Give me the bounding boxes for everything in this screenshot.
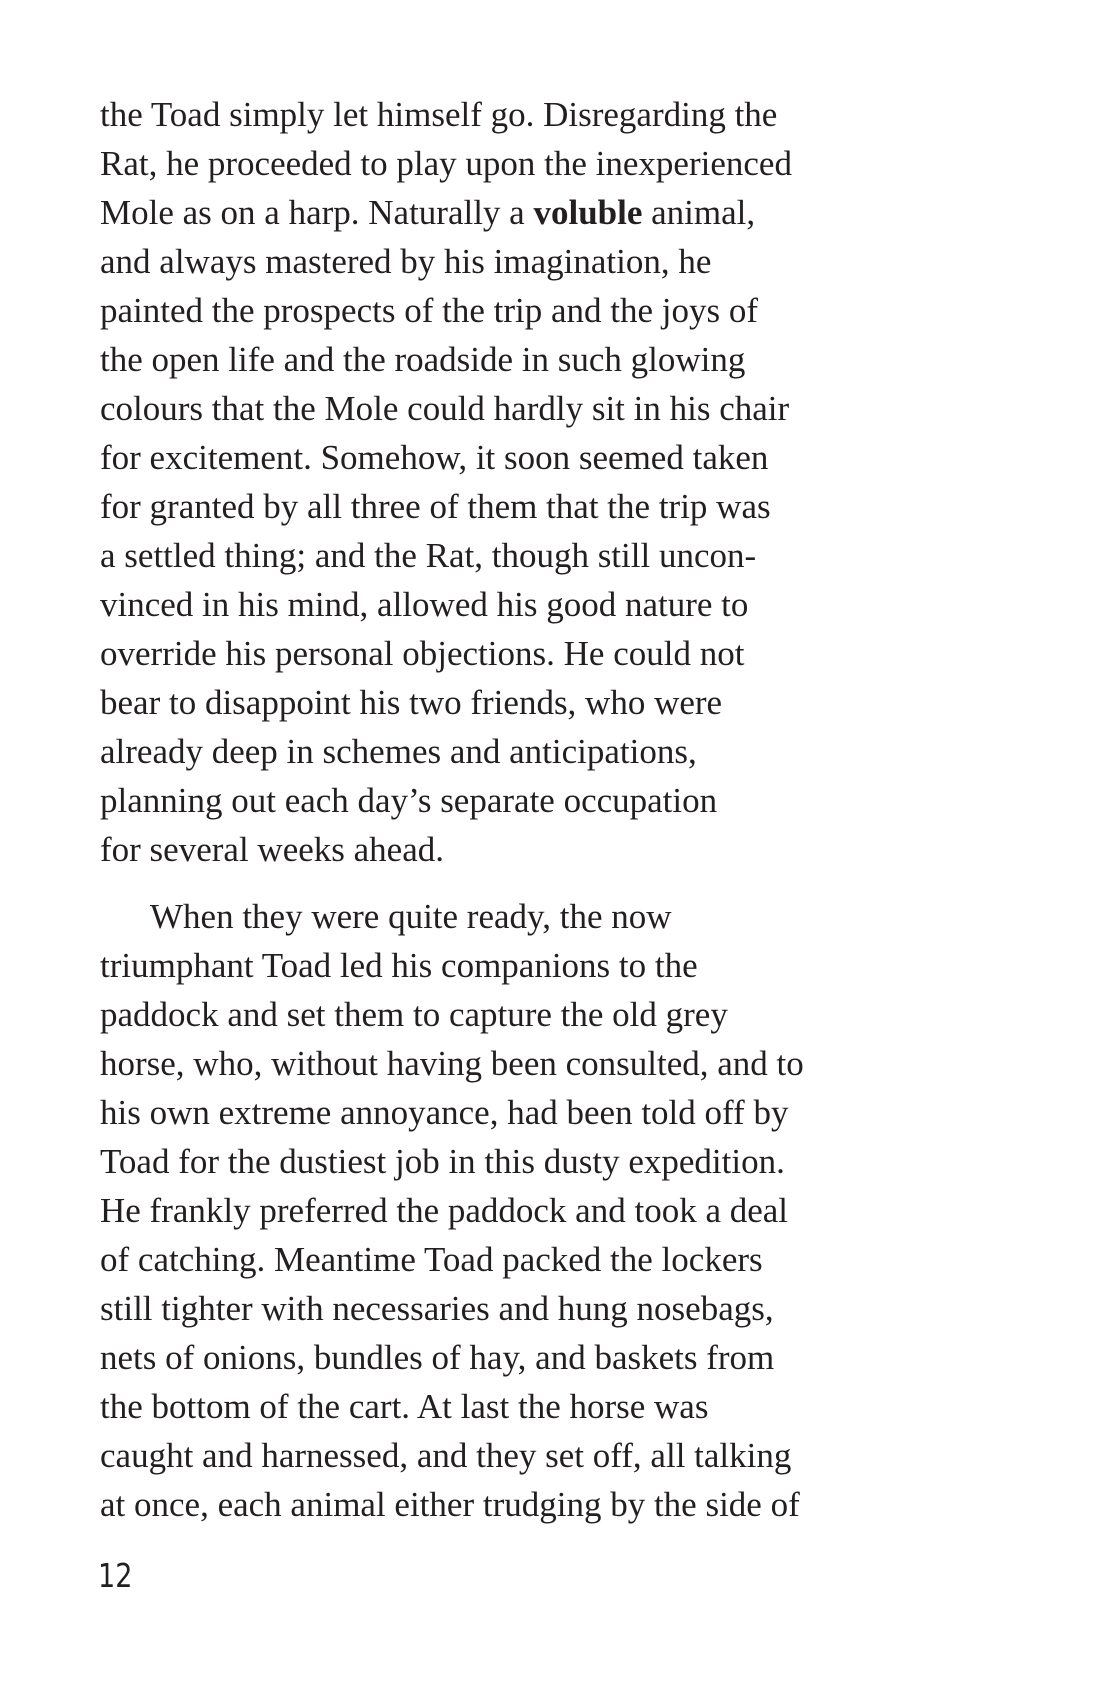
bold-word: voluble	[533, 193, 643, 232]
text-line: painted the prospects of the trip and the joys of	[100, 291, 759, 330]
text-line: Rat, he proceeded to play upon the inexperienced	[100, 144, 792, 183]
text-line: still tighter with necessaries and hung nosebags,	[100, 1289, 774, 1328]
text-line: When they were quite ready, the now	[150, 897, 672, 936]
text-line: paddock and set them to capture the old grey	[100, 995, 728, 1034]
text-line: nets of onions, bundles of hay, and baskets from	[100, 1338, 775, 1377]
text-line: for granted by all three of them that the trip was	[100, 487, 771, 526]
text-line: for several weeks ahead.	[100, 830, 444, 869]
text-line: at once, each animal either trudging by the side of	[100, 1485, 800, 1524]
text-line: triumphant Toad led his companions to the	[100, 946, 698, 985]
text-line: vinced in his mind, allowed his good nature to	[100, 585, 749, 624]
text-line: for excitement. Somehow, it soon seemed taken	[100, 438, 769, 477]
text-line	[100, 188, 960, 237]
text-line: override his personal objections. He could not	[100, 634, 745, 673]
text-line: the bottom of the cart. At last the horse was	[100, 1387, 709, 1426]
text-line: his own extreme annoyance, had been told off by	[100, 1093, 789, 1132]
text-line: horse, who, without having been consulted, and to	[100, 1044, 804, 1083]
paragraph-1	[100, 90, 960, 874]
text-line: colours that the Mole could hardly sit in his chair	[100, 389, 790, 428]
text-line: bear to disappoint his two friends, who were	[100, 683, 723, 722]
text-line: already deep in schemes and anticipations,	[100, 732, 697, 771]
text-line: He frankly preferred the paddock and took a deal	[100, 1191, 789, 1230]
text-line: a settled thing; and the Rat, though still uncon-	[100, 536, 757, 575]
text-line: of catching. Meantime Toad packed the lockers	[100, 1240, 763, 1279]
text-line: the Toad simply let himself go. Disregarding the	[100, 95, 778, 134]
text-line: caught and harnessed, and they set off, all talking	[100, 1436, 792, 1475]
text-line: and always mastered by his imagination, he	[100, 242, 712, 281]
text-segment: animal,	[642, 193, 756, 232]
page-number: 12	[98, 1556, 133, 1595]
text-segment: Mole as on a harp. Naturally a	[100, 193, 534, 232]
paragraph-2	[100, 892, 960, 1529]
text-line: the open life and the roadside in such glowing	[100, 340, 746, 379]
text-line: planning out each day’s separate occupation	[100, 781, 718, 820]
text-line: Toad for the dustiest job in this dusty expedition.	[100, 1142, 785, 1181]
